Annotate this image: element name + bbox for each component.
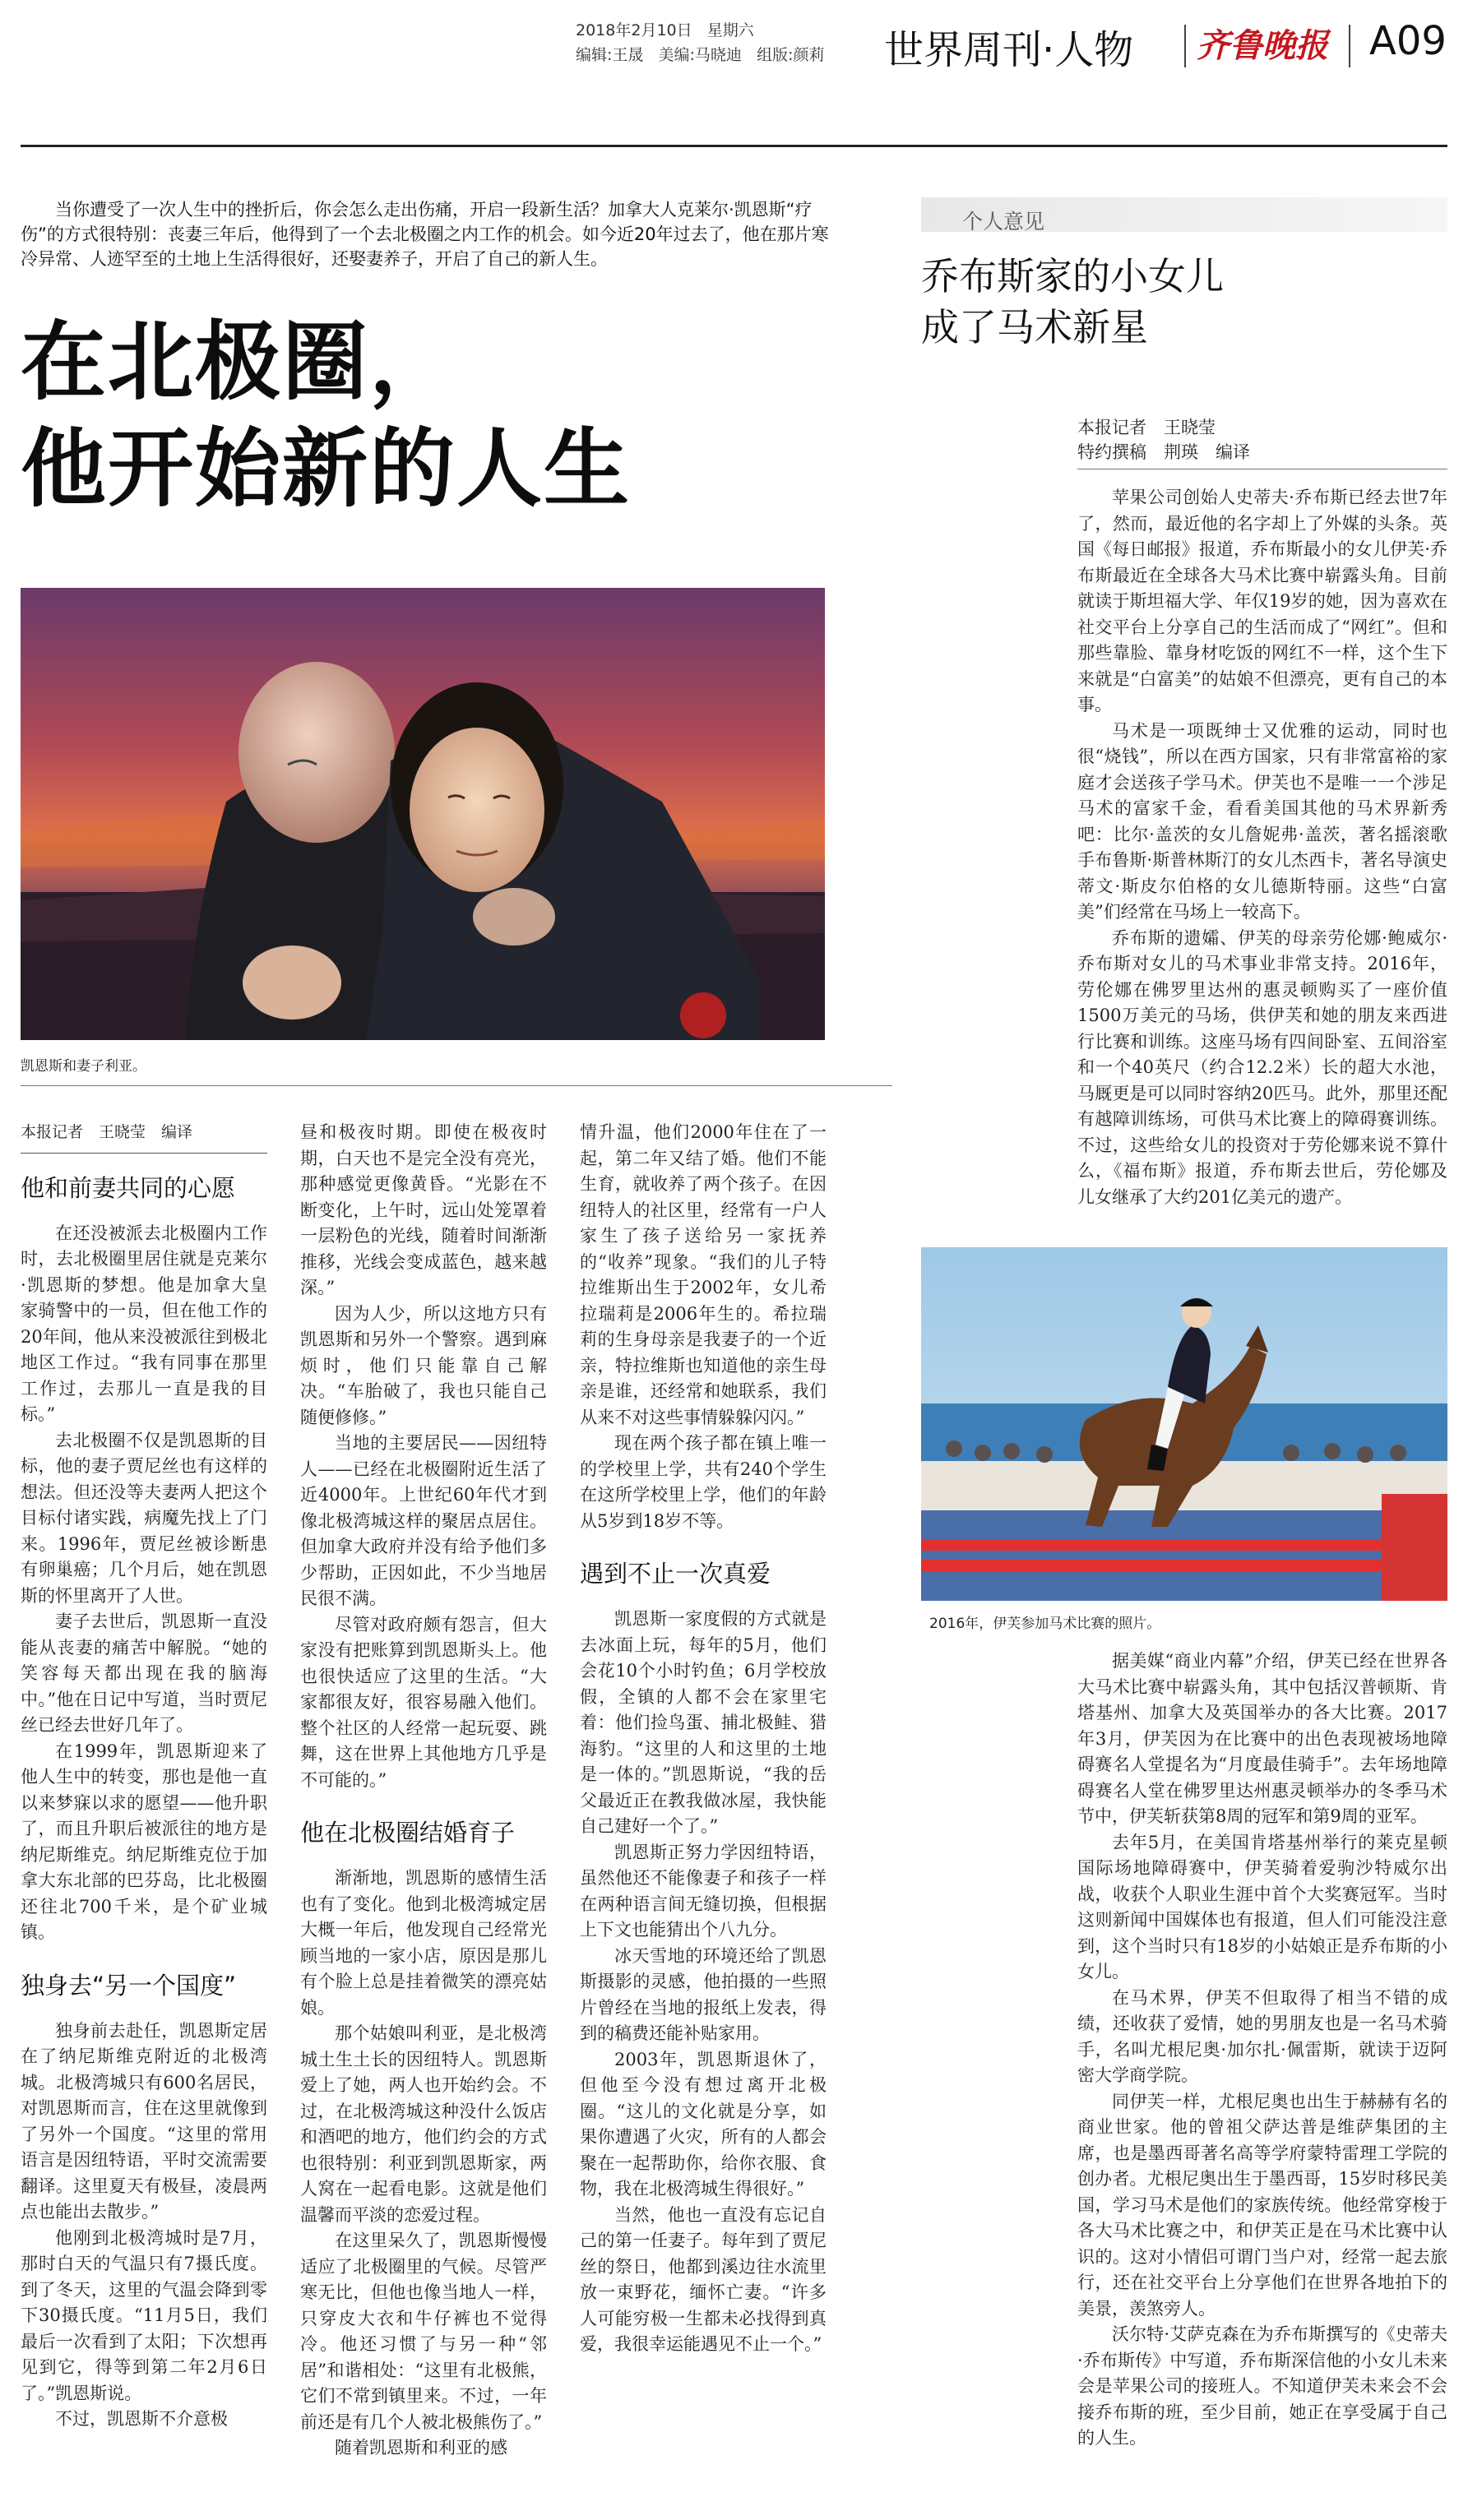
page-number: A09 bbox=[1369, 18, 1447, 64]
sidebar-photo-caption: 2016年，伊芙参加马术比赛的照片。 bbox=[929, 1616, 1161, 1632]
paragraph: 因为人少，所以这地方只有凯恩斯和另外一个警察。遇到麻烦时，他们只能靠自己解决。“车胎破了，我也只能自己随便修修。” bbox=[300, 1303, 547, 1427]
header-rule bbox=[21, 145, 1447, 147]
paragraph: 现在两个孩子都在镇上唯一的学校里上学，共有240个学生在这所学校里上学，他们的年龄从5岁到18岁不等。 bbox=[580, 1433, 827, 1531]
headline-line-2: 他开始新的人生 bbox=[21, 418, 632, 519]
paragraph: 乔布斯的遗孀、伊芙的母亲劳伦娜·鲍威尔·乔布斯对女儿的马术事业非常支持。2016年，劳伦娜在佛罗里达州的惠灵顿购买了一座价值1500万美元的马场，供伊芙和她的朋友来西进行比赛和训练。这座马场有四间卧室、五间浴室和一个40英尺（约合12.2米）长的超大水池，马厩更是可以同时容纳20匹马。此外，那里还配有越障训练场，可供马术比赛上的障碍赛训练。不过，这些给女儿的投资对于劳伦娜来说不算什么，《福布斯》报道，乔布斯去世后，劳伦娜及儿女继承了大约201亿美元的遗产。 bbox=[1077, 927, 1447, 1207]
header-date: 2018年2月10日 bbox=[576, 21, 692, 39]
paragraph: 渐渐地，凯恩斯的感情生活也有了变化。他到北极湾城定居大概一年后，他发现自己经常光顾当地的一家小店，原因是那儿有个脸上总是挂着微笑的漂亮姑娘。 bbox=[300, 1868, 547, 2018]
sidebar-label: 个人意见 bbox=[962, 210, 1045, 234]
sidebar-byline-1: 本报记者 王晓莹 bbox=[1077, 418, 1216, 437]
paragraph: 尽管对政府颇有怨言，但大家没有把账算到凯恩斯头上。他也很快适应了这里的生活。“大家都很友好，很容易融入他们。整个社区的人经常一起玩耍、跳舞，这在世界上其他地方几乎是不可能的。” bbox=[300, 1614, 547, 1790]
paragraph: 凯恩斯一家度假的方式就是去冰面上玩，每年的5月，他们会花10个小时钓鱼；6月学校放假，全镇的人都不会在家里宅着：他们捡鸟蛋、捕北极鲑、猎海豹。“这里的人和这里的土地是一体的。”凯恩斯说，“我的岳父最近正在教我做冰屋，我快能自己建好一个了。” bbox=[580, 1609, 827, 1836]
header-weekday: 星期六 bbox=[706, 21, 754, 39]
divider bbox=[21, 1085, 892, 1086]
paragraph: 去北极圈不仅是凯恩斯的目标，他的妻子贾尼丝也有这样的想法。但还没等夫妻两人把这个目标付诸实践，病魔先找上了门来。1996年，贾尼丝被诊断患有卵巢癌；几个月后，她在凯恩斯的怀里离开了人世。 bbox=[21, 1430, 267, 1606]
couple-hug-photo bbox=[21, 588, 825, 1040]
lead-paragraph: 当你遭受了一次人生中的挫折后，你会怎么走出伤痛，开启一段新生活？加拿大人克莱尔·凯恩斯“疗伤”的方式很特别：丧妻三年后，他得到了一个去北极圈之内工作的机会。如今近20年过去了，他在那片寒冷异常、人迹罕至的土地上生活得很好，还娶妻养子，开启了自己的新人生。 bbox=[21, 200, 829, 269]
main-photo-caption: 凯恩斯和妻子利亚。 bbox=[21, 1058, 146, 1075]
sidebar-text-bottom bbox=[1077, 1648, 1447, 2452]
sidebar-photo bbox=[921, 1247, 1447, 1601]
sidebar-byline-2: 特约撰稿 荆瑛 编译 bbox=[1077, 442, 1250, 462]
header-proofreader: 组版:颜莉 bbox=[757, 46, 825, 64]
article-column-1 bbox=[21, 1120, 267, 2433]
paragraph: 同伊芙一样，尤根尼奥也出生于赫赫有名的商业世家。他的曾祖父萨达普是维萨集团的主席，也是墨西哥著名高等学府蒙特雷理工学院的创办者。尤根尼奥出生于墨西哥，15岁时移民美国，学习马术是他们的家族传统。他经常穿梭于各大马术比赛之中，和伊芙正是在马术比赛中认识的。这对小情侣可谓门当户对，经常一起去旅行，还在社交平台上分享他们在世界各地拍下的美景，羡煞旁人。 bbox=[1077, 2091, 1447, 2319]
paragraph: 当地的主要居民——因纽特人——已经在北极圈附近生活了近4000年。上世纪60年代才到像北极湾城这样的聚居点居住。但加拿大政府并没有给予他们多少帮助，正因如此，不少当地居民很不满。 bbox=[300, 1433, 547, 1608]
header-designer: 美编:马晓迪 bbox=[658, 46, 742, 64]
paragraph: 凯恩斯正努力学因纽特语，虽然他还不能像妻子和孩子一样在两种语言间无缝切换，但根据上下文也能猜出个八九分。 bbox=[580, 1842, 827, 1940]
paragraph: 在马术界，伊芙不但取得了相当不错的成绩，还收获了爱情，她的男朋友也是一名马术骑手，名叫尤根尼奥·加尔扎·佩雷斯，就读于迈阿密大学商学院。 bbox=[1077, 1987, 1447, 2085]
paragraph: 苹果公司创始人史蒂夫·乔布斯已经去世7年了，然而，最近他的名字却上了外媒的头条。英国《每日邮报》报道，乔布斯最小的女儿伊芙·乔布斯最近在全球各大马术比赛中崭露头角。目前就读于斯坦福大学、年仅19岁的她，因为喜欢在社交平台上分享自己的生活而成了“网红”。但和那些靠脸、靠身材吃饭的网红不一样，这个生下来就是“白富美”的姑娘不但漂亮，更有自己的本事。 bbox=[1077, 488, 1447, 714]
paragraph: 马术是一项既绅士又优雅的运动，同时也很“烧钱”，所以在西方国家，只有非常富裕的家庭才会送孩子学马术。伊芙也不是唯一一个涉足马术的富家千金，看看美国其他的马术界新秀吧：比尔·盖茨的女儿詹妮弗·盖茨，著名摇滚歌手布鲁斯·斯普林斯汀的女儿杰西卡，著名导演史蒂文·斯皮尔伯格的女儿德斯特丽。这些“白富美”们经常在马场上一较高下。 bbox=[1077, 720, 1447, 922]
headline-line-1: 在北极圈， bbox=[21, 312, 457, 412]
paragraph: 在这里呆久了，凯恩斯慢慢适应了北极圈里的气候。尽管严寒无比，但他也像当地人一样，只穿皮大衣和牛仔裤也不觉得冷。他还习惯了与另一种“邻居”和谐相处：“这里有北极熊，它们不常到镇里来。不过，一年前还是有几个人被北极熊伤了。” bbox=[300, 2231, 547, 2432]
header-separator bbox=[1184, 25, 1186, 67]
paragraph: 昼和极夜时期。即使在极夜时期，白天也不是完全没有亮光，那种感觉更像黄昏。“光影在不断变化，上午时，远山处笼罩着一层粉色的光线，随着时间渐渐推移，光线会变成蓝色，越来越深。” bbox=[300, 1122, 547, 1297]
brand-logo: 齐鲁晚报 bbox=[1197, 26, 1328, 65]
subheading: 遇到不止一次真爱 bbox=[580, 1560, 771, 1588]
sidebar-title bbox=[921, 251, 1447, 353]
paragraph: 独身前去赴任，凯恩斯定居在了纳尼斯维克附近的北极湾城。北极湾城只有600名居民，对凯恩斯而言，住在这里就像到了另外一个国度。“这里的常用语言是因纽特语，平时交流需要翻译。这里夏天有极昼，凌晨两点也能出去散步。” bbox=[21, 2020, 267, 2222]
paragraph: 妻子去世后，凯恩斯一直没能从丧妻的痛苦中解脱。“她的笑容每天都出现在我的脑海中。”他在日记中写道，当时贾尼丝已经去世好几年了。 bbox=[21, 1611, 267, 1735]
paragraph: 去年5月，在美国肯塔基州举行的莱克星顿国际场地障碍赛中，伊芙骑着爱驹沙特威尔出战，收获个人职业生涯中首个大奖赛冠军。当时这则新闻中国媒体也有报道，但人们可能没注意到，这个当时只有18岁的小姑娘正是乔布斯的小女儿。 bbox=[1077, 1832, 1447, 1981]
sidebar-text-top bbox=[1077, 485, 1447, 1210]
subheading: 他在北极圈结婚育子 bbox=[300, 1819, 516, 1847]
section-title: 世界周刊·人物 bbox=[884, 27, 1134, 73]
header-separator bbox=[1349, 25, 1350, 67]
paragraph: 沃尔特·艾萨克森在为乔布斯撰写的《史蒂夫·乔布斯传》中写道，乔布斯深信他的小女儿未来会是苹果公司的接班人。不知道伊芙未来会不会接乔布斯的班，至少目前，她正在享受属于自己的人生。 bbox=[1077, 2324, 1447, 2448]
paragraph: 据美媒“商业内幕”介绍，伊芙已经在世界各大马术比赛中崭露头角，其中包括汉普顿斯、肯塔基州、加拿大及英国举办的各大比赛。2017年3月，伊芙因为在比赛中的出色表现被场地障碍赛名人堂提名为“月度最佳骑手”。去年场地障碍赛名人堂在佛罗里达州惠灵顿举办的冬季马术节中，伊芙斩获第8周的冠军和第9周的亚军。 bbox=[1077, 1651, 1447, 1826]
paragraph: 随着凯恩斯和利亚的感 bbox=[335, 2438, 507, 2458]
paragraph: 冰天雪地的环境还给了凯恩斯摄影的灵感，他拍摄的一些照片曾经在当地的报纸上发表，得到的稿费还能补贴家用。 bbox=[580, 1945, 827, 2043]
subheading: 独身去“另一个国度” bbox=[21, 1971, 237, 2000]
main-byline: 本报记者 王晓莹 编译 bbox=[21, 1120, 267, 1154]
article-column-3 bbox=[580, 1120, 827, 2358]
sidebar-byline bbox=[1077, 415, 1250, 465]
paragraph: 那个姑娘叫利亚，是北极湾城土生土长的因纽特人。凯恩斯爱上了她，两人也开始约会。不过，在北极湾城这种没什么饭店和酒吧的地方，他们约会的方式也很特别：利亚到凯恩斯家，两人窝在一起看电影。这就是他们温馨而平淡的恋爱过程。 bbox=[300, 2023, 547, 2225]
subheading: 他和前妻共同的心愿 bbox=[21, 1173, 236, 1202]
paragraph: 情升温，他们2000年住在了一起，第二年又结了婚。他们不能生育，就收养了两个孩子。在因纽特人的社区里，经常有一户人家生了孩子送给另一家抚养的“收养”现象。“我们的儿子特拉维斯出生于2002年，女儿希拉瑞莉是2006年生的。希拉瑞莉的生身母亲是我妻子的一个近亲，特拉维斯也知道他的亲生母亲是谁，还经常和她联系，我们从来不对这些事情躲躲闪闪。” bbox=[580, 1122, 827, 1427]
paragraph: 在1999年，凯恩斯迎来了他人生中的转变，那也是他一直以来梦寐以求的愿望——他升职了，而且升职后被派往的地方是纳尼斯维克。纳尼斯维克位于加拿大东北部的巴芬岛，比北极圈还往北700千米，是个矿业城镇。 bbox=[21, 1741, 267, 1942]
sidebar-title-line-2: 成了马术新星 bbox=[921, 305, 1148, 349]
equestrian-photo bbox=[921, 1247, 1447, 1601]
sidebar-title-line-1: 乔布斯家的小女儿 bbox=[921, 254, 1224, 298]
article-column-2 bbox=[300, 1120, 547, 2462]
paragraph: 2003年，凯恩斯退休了，但他至今没有想过离开北极圈。“这儿的文化就是分享，如果你遭遇了火灾，所有的人都会聚在一起帮助你，给你衣服、食物，我在北极湾城生得很好。” bbox=[580, 2049, 827, 2199]
paragraph: 在还没被派去北极圈内工作时，去北极圈里居住就是克莱尔·凯恩斯的梦想。他是加拿大皇家骑警中的一员，但在他工作的20年间，他从来没被派往到极北地区工作过。“我有同事在那里工作过，去那儿一直是我的目标。” bbox=[21, 1223, 267, 1424]
paragraph: 当然，他也一直没有忘记自己的第一任妻子。每年到了贾尼丝的祭日，他都到溪边往水流里放一束野花，缅怀亡妻。“许多人可能穷极一生都未必找得到真爱，我很幸运能遇见不止一个。” bbox=[580, 2204, 827, 2354]
header-editor: 编辑:王晟 bbox=[576, 46, 644, 64]
header-meta bbox=[576, 18, 888, 67]
paragraph: 他刚到北极湾城时是7月，那时白天的气温只有7摄氏度。到了冬天，这里的气温会降到零下30摄氏度。“11月5日，我们最后一次看到了太阳；下次想再见到它，得等到第二年2月6日了。”凯恩斯说。 bbox=[21, 2227, 267, 2403]
paragraph: 不过，凯恩斯不介意极 bbox=[55, 2409, 228, 2429]
main-photo bbox=[21, 588, 825, 1040]
headline bbox=[21, 308, 843, 522]
